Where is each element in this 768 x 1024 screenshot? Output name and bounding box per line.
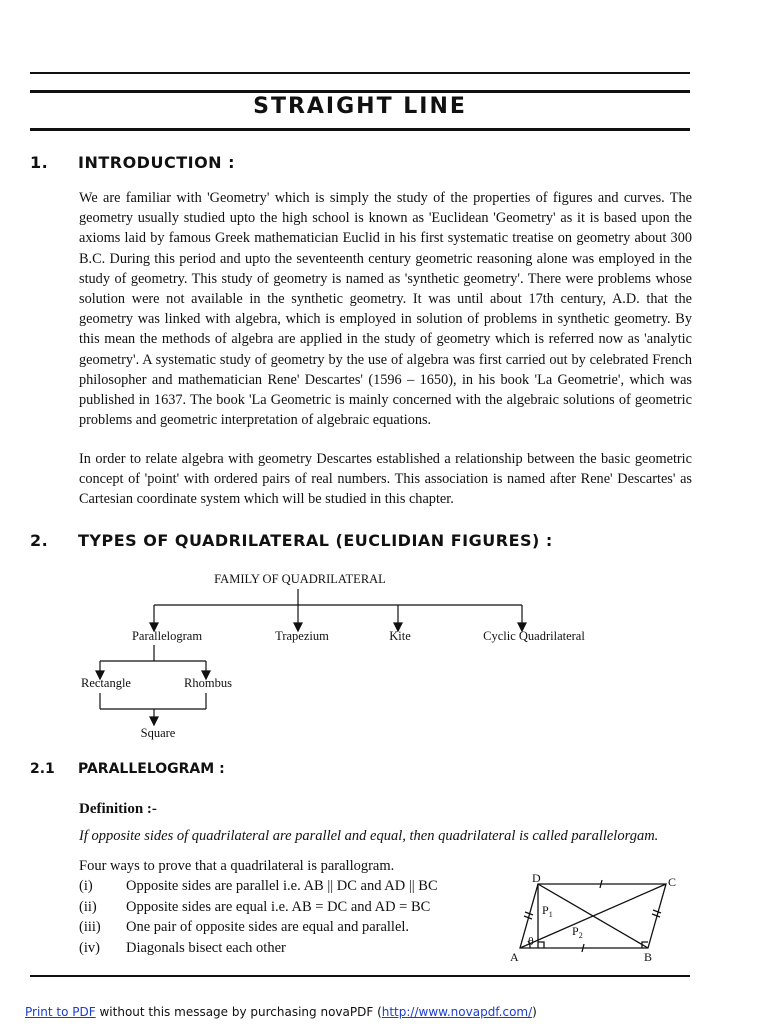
list-item-number: (ii) — [79, 898, 97, 915]
title-rule-top — [30, 90, 690, 93]
diagram-root-label: FAMILY OF QUADRILATERAL — [214, 572, 386, 586]
quadrilateral-family-diagram — [60, 565, 620, 745]
diagram-node-rhombus: Rhombus — [184, 676, 232, 690]
intro-paragraph-2: In order to relate algebra with geometry Descartes established a relationship between the basic geometric concept of 'point' with ordered pairs of real numbers. This association is named after Rene' Descartes' as Cartesian coordinate system which will be studied in this chapter. — [79, 451, 692, 508]
list-item-text: One pair of opposite sides are equal and parallel. — [126, 919, 410, 935]
novapdf-link[interactable]: http://www.novapdf.com/ — [381, 1005, 533, 1019]
list-item — [79, 940, 438, 961]
page-title: STRAIGHT LINE — [253, 94, 467, 119]
intro-paragraph-1: We are familiar with 'Geometry' which is simply the study of the properties of figures and curves. The geometry usually studied upto the high school is known as 'Euclidean 'Geometry' as it is based upon the axioms laid by famous Greek mathematician Euclid in his first systematic treatise on geometry about 300 B.C. During this period and upto the seventeenth century geometric reasoning alone was employed in the study of geometry. This study of geometry is named as 'synthetic geometry'. There were problems whose solution were not available in the synthetic geometry. It was until about 17th century, A.D. that the geometry was linked with algebra, which is employed in solution of problems in synthetic geometry. By this mean the methods of algebra are applied in the study of geometry which is referred now as 'analytic geometry'. A systematic study of geometry by the use of algebra was first carried out by celebrated French philosopher and mathematician Rene' Descartes' (1596 – 1650), in his book 'La Geometrie', which was published in 1637. The book 'La Geometric is mainly concerned with the algebraic solutions of geometric problems and geometric interpretation of algebraic equations. — [79, 190, 692, 429]
ways-list — [79, 878, 438, 960]
section-1-heading — [30, 153, 235, 172]
section-2-heading — [30, 531, 553, 550]
section-title: TYPES OF QUADRILATERAL (EUCLIDIAN FIGURES) : — [78, 531, 553, 550]
print-to-pdf-link[interactable]: Print to PDF — [25, 1005, 96, 1019]
top-rule — [30, 72, 690, 74]
list-item-text: Opposite sides are equal i.e. AB = DC and AD = BC — [126, 898, 431, 915]
diagram-node-square: Square — [140, 726, 176, 740]
section-number: 2.1 — [30, 761, 55, 777]
section-number: 2. — [30, 531, 49, 550]
point-p2-label: $P_2$ — [572, 924, 583, 940]
diagonal-bd — [538, 884, 648, 948]
vertex-b-label: B — [644, 950, 653, 964]
diagram-node-kite: Kite — [389, 629, 411, 643]
list-item-number: (i) — [79, 878, 93, 894]
vertex-c-label: C — [668, 875, 677, 889]
bottom-rule — [30, 975, 690, 977]
list-item-number: (iii) — [79, 919, 101, 935]
section-2-1-heading — [30, 761, 225, 777]
list-item-text: Diagonals bisect each other — [126, 939, 286, 956]
section-title: PARALLELOGRAM : — [78, 761, 225, 777]
list-item-text: Opposite sides are parallel i.e. AB || DC and AD || BC — [126, 878, 438, 894]
list-item — [79, 899, 438, 920]
footer-end: ) — [532, 1005, 537, 1019]
footer-text: without this message by purchasing novaPDF ( — [95, 1005, 382, 1019]
ways-intro: Four ways to prove that a quadrilateral is parallogram. — [79, 858, 395, 874]
definition-text: If opposite sides of quadrilateral are parallel and equal, then quadrilateral is called parallelorgam. — [79, 828, 659, 844]
list-item — [79, 878, 438, 899]
pdf-footer — [25, 1005, 537, 1019]
diagram-node-trapezium: Trapezium — [275, 629, 329, 643]
parallelogram-figure — [508, 870, 688, 965]
vertex-a-label: A — [510, 950, 519, 964]
definition-title: Definition :- — [79, 801, 157, 817]
diagram-node-rectangle: Rectangle — [81, 676, 131, 690]
list-item — [79, 919, 438, 940]
title-rule-bottom — [30, 128, 690, 131]
angle-theta-label: θ — [528, 934, 534, 948]
section-title: INTRODUCTION : — [78, 153, 236, 172]
section-number: 1. — [30, 153, 49, 172]
vertex-d-label: D — [532, 871, 541, 885]
diagram-node-cyclic-quadrilateral: Cyclic Quadrilateral — [483, 629, 585, 643]
point-p1-label: $P_1$ — [542, 903, 553, 919]
list-item-number: (iv) — [79, 939, 100, 956]
diagram-node-parallelogram: Parallelogram — [131, 629, 203, 643]
